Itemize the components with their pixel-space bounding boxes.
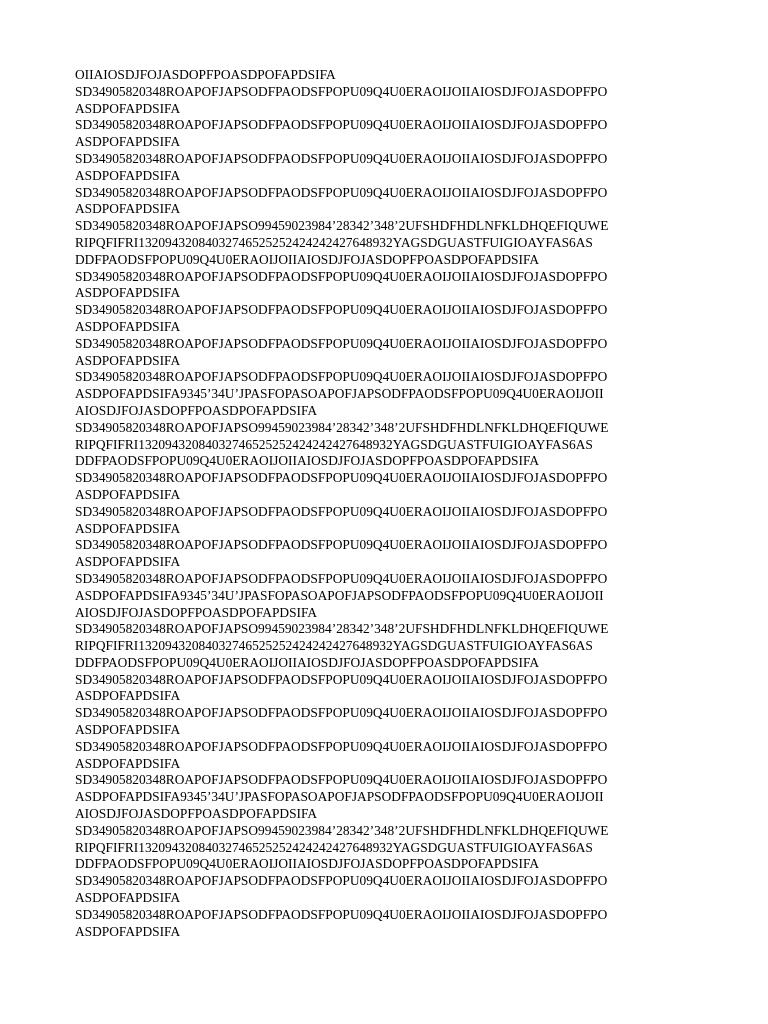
text-line: SD34905820348ROAPOFJAPSO99459023984’28342’348’2UFSHDFHDLNFKLDHQEFIQUWE: [75, 621, 609, 637]
text-line: SD34905820348ROAPOFJAPSODFPAODSFPOPU09Q4U0ERAOIJOIIAIOSDJFOJASDOPFPO: [75, 150, 608, 166]
text-line: DDFPAODSFPOPU09Q4U0ERAOIJOIIAIOSDJFOJASDOPFPOASDPOFAPDSIFA: [75, 856, 540, 872]
text-line: SD34905820348ROAPOFJAPSODFPAODSFPOPU09Q4U0ERAOIJOIIAIOSDJFOJASDOPFPO: [75, 873, 608, 889]
text-line: SD34905820348ROAPOFJAPSODFPAODSFPOPU09Q4U0ERAOIJOIIAIOSDJFOJASDOPFPO: [75, 738, 608, 754]
text-line: SD34905820348ROAPOFJAPSODFPAODSFPOPU09Q4U0ERAOIJOIIAIOSDJFOJASDOPFPO: [75, 570, 608, 586]
text-line: ASDPOFAPDSIFA: [75, 134, 181, 150]
text-line: DDFPAODSFPOPU09Q4U0ERAOIJOIIAIOSDJFOJASDOPFPOASDPOFAPDSIFA: [75, 453, 540, 469]
text-line: ASDPOFAPDSIFA: [75, 520, 181, 536]
text-line: SD34905820348ROAPOFJAPSODFPAODSFPOPU09Q4U0ERAOIJOIIAIOSDJFOJASDOPFPO: [75, 302, 608, 318]
text-line: SD34905820348ROAPOFJAPSODFPAODSFPOPU09Q4U0ERAOIJOIIAIOSDJFOJASDOPFPO: [75, 268, 608, 284]
text-line: AIOSDJFOJASDOPFPOASDPOFAPDSIFA: [75, 402, 318, 418]
text-line: ASDPOFAPDSIFA: [75, 755, 181, 771]
text-line: RIPQFIFRI13209432084032746525252424242427648932YAGSDGUASTFUIGIOAYFAS6AS: [75, 436, 593, 452]
text-line: OIIAIOSDJFOJASDOPFPOASDPOFAPDSIFA: [75, 67, 336, 82]
document-body-text: [75, 67, 695, 940]
text-line: SD34905820348ROAPOFJAPSODFPAODSFPOPU09Q4U0ERAOIJOIIAIOSDJFOJASDOPFPO: [75, 671, 608, 687]
text-line: ASDPOFAPDSIFA9345’34U’JPASFOPASOAPOFJAPSODFPAODSFPOPU09Q4U0ERAOIJOII: [75, 587, 604, 603]
text-line: ASDPOFAPDSIFA: [75, 352, 181, 368]
text-line: ASDPOFAPDSIFA: [75, 486, 181, 502]
text-line: ASDPOFAPDSIFA: [75, 100, 181, 116]
text-line: SD34905820348ROAPOFJAPSODFPAODSFPOPU09Q4U0ERAOIJOIIAIOSDJFOJASDOPFPO: [75, 537, 608, 553]
text-line: SD34905820348ROAPOFJAPSO99459023984’28342’348’2UFSHDFHDLNFKLDHQEFIQUWE: [75, 419, 609, 435]
text-line: SD34905820348ROAPOFJAPSODFPAODSFPOPU09Q4U0ERAOIJOIIAIOSDJFOJASDOPFPO: [75, 705, 608, 721]
text-line: SD34905820348ROAPOFJAPSODFPAODSFPOPU09Q4U0ERAOIJOIIAIOSDJFOJASDOPFPO: [75, 335, 608, 351]
text-line: SD34905820348ROAPOFJAPSODFPAODSFPOPU09Q4U0ERAOIJOIIAIOSDJFOJASDOPFPO: [75, 906, 608, 922]
text-line: ASDPOFAPDSIFA: [75, 201, 181, 217]
text-line: ASDPOFAPDSIFA: [75, 923, 181, 939]
text-line: ASDPOFAPDSIFA: [75, 167, 181, 183]
text-line: AIOSDJFOJASDOPFPOASDPOFAPDSIFA: [75, 806, 318, 822]
text-line: SD34905820348ROAPOFJAPSODFPAODSFPOPU09Q4U0ERAOIJOIIAIOSDJFOJASDOPFPO: [75, 83, 608, 99]
text-line: SD34905820348ROAPOFJAPSO99459023984’28342’348’2UFSHDFHDLNFKLDHQEFIQUWE: [75, 218, 609, 234]
text-line: ASDPOFAPDSIFA: [75, 722, 181, 738]
text-line: AIOSDJFOJASDOPFPOASDPOFAPDSIFA: [75, 604, 318, 620]
text-line: SD34905820348ROAPOFJAPSODFPAODSFPOPU09Q4U0ERAOIJOIIAIOSDJFOJASDOPFPO: [75, 117, 608, 133]
text-line: ASDPOFAPDSIFA: [75, 318, 181, 334]
text-line: SD34905820348ROAPOFJAPSODFPAODSFPOPU09Q4U0ERAOIJOIIAIOSDJFOJASDOPFPO: [75, 503, 608, 519]
text-line: SD34905820348ROAPOFJAPSODFPAODSFPOPU09Q4U0ERAOIJOIIAIOSDJFOJASDOPFPO: [75, 772, 608, 788]
text-line: ASDPOFAPDSIFA: [75, 890, 181, 906]
text-line: ASDPOFAPDSIFA9345’34U’JPASFOPASOAPOFJAPSODFPAODSFPOPU09Q4U0ERAOIJOII: [75, 386, 604, 402]
text-line: SD34905820348ROAPOFJAPSO99459023984’28342’348’2UFSHDFHDLNFKLDHQEFIQUWE: [75, 822, 609, 838]
text-line: ASDPOFAPDSIFA9345’34U’JPASFOPASOAPOFJAPSODFPAODSFPOPU09Q4U0ERAOIJOII: [75, 789, 604, 805]
text-line: ASDPOFAPDSIFA: [75, 554, 181, 570]
text-line: SD34905820348ROAPOFJAPSODFPAODSFPOPU09Q4U0ERAOIJOIIAIOSDJFOJASDOPFPO: [75, 470, 608, 486]
text-line: DDFPAODSFPOPU09Q4U0ERAOIJOIIAIOSDJFOJASDOPFPOASDPOFAPDSIFA: [75, 654, 540, 670]
text-line: ASDPOFAPDSIFA: [75, 688, 181, 704]
text-line: RIPQFIFRI13209432084032746525252424242427648932YAGSDGUASTFUIGIOAYFAS6AS: [75, 839, 593, 855]
text-line: SD34905820348ROAPOFJAPSODFPAODSFPOPU09Q4U0ERAOIJOIIAIOSDJFOJASDOPFPO: [75, 369, 608, 385]
text-line: ASDPOFAPDSIFA: [75, 285, 181, 301]
text-line: RIPQFIFRI13209432084032746525252424242427648932YAGSDGUASTFUIGIOAYFAS6AS: [75, 638, 593, 654]
text-line: SD34905820348ROAPOFJAPSODFPAODSFPOPU09Q4U0ERAOIJOIIAIOSDJFOJASDOPFPO: [75, 184, 608, 200]
text-line: RIPQFIFRI13209432084032746525252424242427648932YAGSDGUASTFUIGIOAYFAS6AS: [75, 234, 593, 250]
text-line: DDFPAODSFPOPU09Q4U0ERAOIJOIIAIOSDJFOJASDOPFPOASDPOFAPDSIFA: [75, 251, 540, 267]
